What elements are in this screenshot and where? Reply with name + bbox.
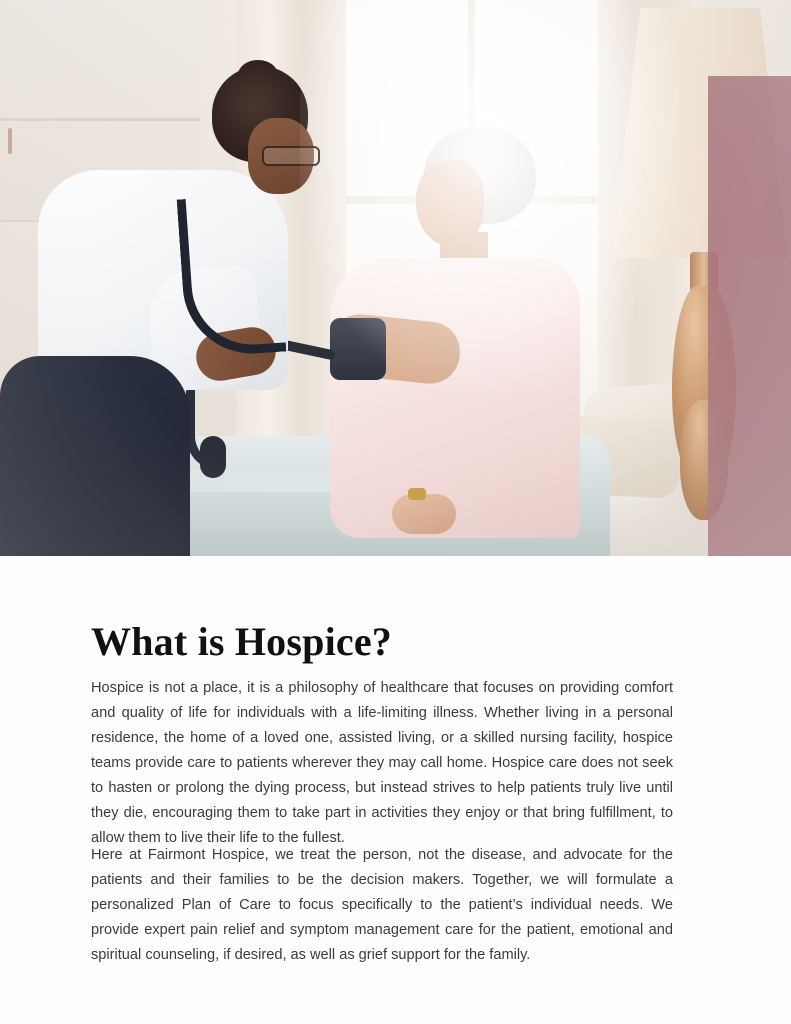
paragraph: Hospice is not a place, it is a philosophy of healthcare that focuses on providing comfort and quality of life for individuals with a life-limiting illness. Whether living in a personal residence, the home of a loved one, assisted living, or a skilled nursing facility, hospice teams provide care to patients wherever they may call home. Hospice care does not seek to hasten or prolong the dying process, but instead strives to help patients truly live until they die, encouraging them to take part in activities they enjoy or that bring fulfillment, to allow them to live their life to the fullest.	[91, 679, 673, 846]
nurse-trousers	[0, 356, 190, 556]
cuff-inflation-bulb	[200, 436, 226, 478]
cabinet-handle-icon	[8, 128, 12, 154]
cabinet-seam	[0, 118, 200, 121]
patient-gown	[330, 258, 580, 538]
nurse-eyeglasses-icon	[262, 146, 320, 166]
patient-wristwatch	[408, 488, 426, 500]
blood-pressure-cuff	[330, 318, 386, 380]
accent-color-block	[708, 76, 791, 556]
paragraph: Here at Fairmont Hospice, we treat the person, not the disease, and advocate for the patients and their families to be the decision makers. Together, we will formulate a personalized Plan of Care to focus specifically to the patient’s individual needs. We provide expert pain relief and symptom management care for the patient, emotional and spiritual counseling, if desired, as well as grief support for the family.	[91, 846, 673, 963]
page-title: What is Hospice?	[91, 618, 392, 664]
patient-hand	[392, 494, 456, 534]
article-content	[0, 556, 791, 1024]
